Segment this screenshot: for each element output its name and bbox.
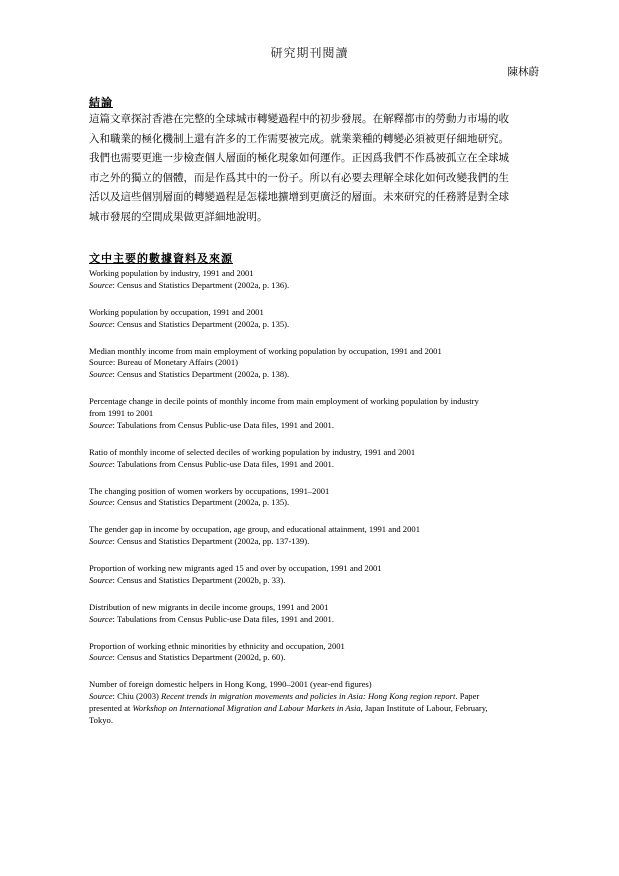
- source-entry: [89, 641, 549, 665]
- entry-source: [89, 691, 549, 703]
- paragraph-line: 活以及這些個別層面的轉變過程是怎樣地擴增到更廣泛的層面。未來研究的任務將是對全球: [89, 191, 509, 204]
- entry-extra-source: Source: Bureau of Monetary Affairs (2001): [89, 357, 238, 368]
- conclusion-paragraph: [89, 110, 534, 228]
- report-title: Recent trends in migration movements and policies in Asia: Hong Kong region report: [161, 691, 456, 702]
- source-entry: [89, 447, 549, 471]
- entry-title: The gender gap in income by occupation, age group, and educational attainment, 1991 and 2001: [89, 524, 420, 535]
- paragraph-line: 入和職業的極化機制上還有許多的工作需要被完成。就業業種的轉變必須被更仔細地研究。: [89, 132, 509, 145]
- source-label: Source: [89, 279, 113, 290]
- source-entry: [89, 524, 549, 548]
- entry-source: [89, 575, 549, 587]
- source-label: Source: [89, 613, 113, 624]
- source-label: Source: [89, 419, 113, 430]
- source-label: Source: [89, 574, 113, 585]
- entry-title: Proportion of working new migrants aged 15 and over by occupation, 1991 and 2001: [89, 563, 382, 574]
- entry-source: [89, 459, 549, 471]
- entry-source-continued: [89, 703, 549, 715]
- entry-title: Working population by industry, 1991 and 2001: [89, 268, 254, 278]
- entry-source: [89, 614, 549, 626]
- running-head: 研究期刊閱讀: [270, 46, 349, 60]
- source-text: : Tabulations from Census Public-use Data files, 1991 and 2001.: [112, 613, 334, 624]
- entry-title: Working population by occupation, 1991 and 2001: [89, 306, 264, 317]
- author-name: 陳林蔚: [507, 66, 539, 78]
- source-entry: [89, 346, 549, 381]
- entry-source: [89, 536, 549, 548]
- source-text: : Census and Statistics Department (2002a, p. 136).: [112, 279, 290, 290]
- source-entry: [89, 602, 549, 626]
- source-text: : Tabulations from Census Public-use Data files, 1991 and 2001.: [112, 458, 334, 469]
- source-text: : Census and Statistics Department (2002a, pp. 137-139).: [112, 536, 310, 547]
- entry-source: [89, 280, 549, 292]
- entry-title: Ratio of monthly income of selected deciles of working population by industry, 1991 and 2001: [89, 446, 416, 457]
- source-label: Source: [89, 652, 113, 663]
- source-label: Source: [89, 369, 113, 380]
- source-text: : Chiu (2003): [112, 691, 162, 702]
- source-text: : Census and Statistics Department (2002a, p. 135).: [112, 497, 290, 508]
- entry-source: [89, 497, 549, 509]
- entry-title: Number of foreign domestic helpers in Hong Kong, 1990–2001 (year-end figures): [89, 679, 372, 690]
- source-text: : Census and Statistics Department (2002a, p. 138).: [112, 369, 290, 380]
- conclusion-heading: 結論: [89, 96, 113, 109]
- sources-heading: 文中主要的數據資料及來源: [89, 252, 233, 265]
- sources-list: [89, 268, 549, 742]
- source-label: Source: [89, 458, 113, 469]
- source-text: : Census and Statistics Department (2002d, p. 60).: [112, 652, 286, 663]
- source-entry: [89, 679, 549, 726]
- source-text: , Japan Institute of Labour, February,: [360, 703, 488, 713]
- paragraph-line: 這篇文章探討香港在完整的全球城市轉變過程中的初步發展。在解釋都市的勞動力市場的收: [89, 113, 509, 125]
- paragraph-line: 市之外的獨立的個體，而是作爲其中的一份子。所以有必要去理解全球化如何改變我們的生: [89, 171, 509, 184]
- entry-title: Proportion of working ethnic minorities by ethnicity and occupation, 2001: [89, 640, 345, 651]
- source-text: : Census and Statistics Department (2002a, p. 135).: [112, 318, 290, 329]
- paragraph-line: 城市發展的空間成果做更詳細地說明。: [89, 210, 268, 223]
- entry-source: [89, 420, 549, 432]
- entry-title: The changing position of women workers by occupations, 1991–2001: [89, 485, 330, 496]
- entry-source: [89, 319, 549, 331]
- source-label: Source: [89, 691, 113, 702]
- entry-title: Median monthly income from main employment of working population by occupation, 1991 and 2001: [89, 345, 442, 356]
- source-entry: [89, 486, 549, 510]
- source-text: presented at: [89, 703, 133, 713]
- entry-title-continued: from 1991 to 2001: [89, 407, 154, 418]
- source-text: : Tabulations from Census Public-use Data files, 1991 and 2001.: [112, 419, 334, 430]
- source-entry: [89, 307, 549, 331]
- source-text: . Paper: [455, 691, 480, 702]
- paragraph-line: 我們也需要更進一步檢查個人層面的極化現象如何運作。正因爲我們不作爲被孤立在全球城: [89, 152, 509, 165]
- entry-source-continued: Tokyo.: [89, 714, 113, 725]
- source-entry: [89, 268, 549, 292]
- source-entry: [89, 396, 549, 431]
- source-label: Source: [89, 497, 113, 508]
- entry-title: Percentage change in decile points of monthly income from main employment of working population by industry: [89, 396, 479, 407]
- entry-title: Distribution of new migrants in decile income groups, 1991 and 2001: [89, 601, 329, 612]
- entry-source: [89, 369, 549, 381]
- source-entry: [89, 563, 549, 587]
- workshop-title: Workshop on International Migration and Labour Markets in Asia: [132, 703, 361, 713]
- entry-source: [89, 652, 549, 664]
- source-text: : Census and Statistics Department (2002b, p. 33).: [112, 574, 286, 585]
- source-label: Source: [89, 536, 113, 547]
- source-label: Source: [89, 318, 113, 329]
